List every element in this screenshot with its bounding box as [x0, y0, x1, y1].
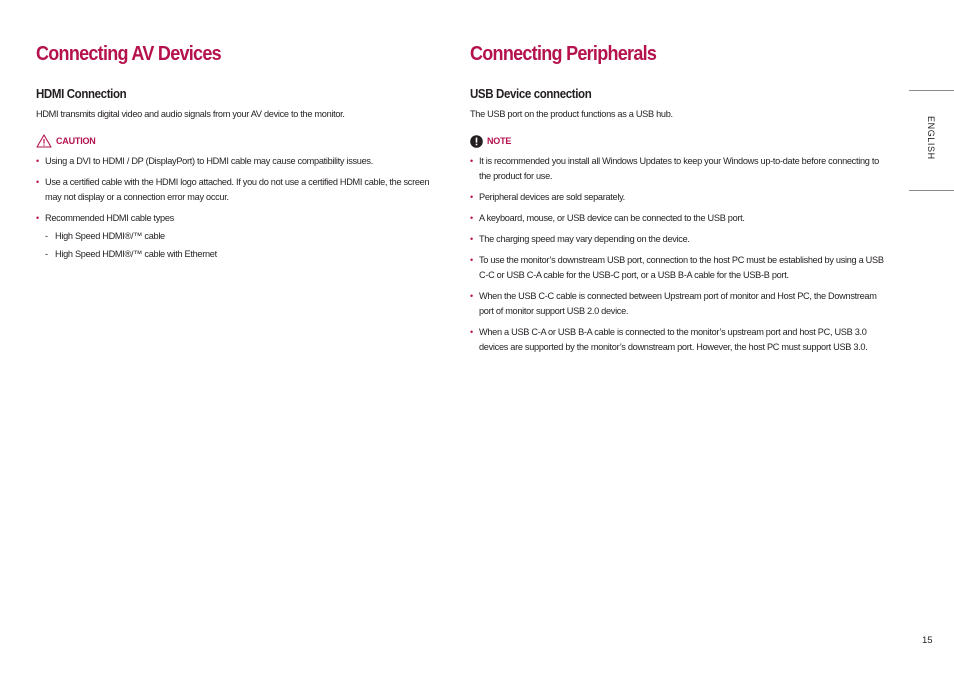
peripherals-section	[470, 40, 890, 361]
list-item: • Using a DVI to HDMI / DP (DisplayPort) to HDMI cable may cause compatibility issues.	[36, 156, 373, 166]
list-item: • When a USB C-A or USB B-A cable is connected to the monitor’s upstream port and host PC, USB 3.0 devices are supported by the monitor’s downstream port. However, the host PC must support USB 3.0.	[470, 327, 868, 352]
page-title-peripherals: Connecting Peripherals	[470, 43, 657, 65]
list-item: • Use a certified cable with the HDMI logo attached. If you do not use a certified HDMI cable, the screen may not display or a connection error may occur.	[36, 177, 430, 202]
sub-list-item: - High Speed HDMI®/™ cable with Ethernet	[45, 249, 217, 259]
list-item: • Recommended HDMI cable types - High Speed HDMI®/™ cable - High Speed HDMI®/™ cable with Ethernet	[36, 211, 446, 262]
note-list	[470, 154, 890, 355]
warning-triangle-icon	[36, 134, 52, 148]
hdmi-connection-heading: HDMI Connection	[36, 87, 127, 101]
list-item: • To use the monitor’s downstream USB port, connection to the host PC must be established by using a USB C-C or USB C-A cable for the USB-C port, or a USB B-A cable for the USB-B port.	[470, 255, 884, 280]
list-item: • It is recommended you install all Windows Updates to keep your Windows up-to-date before connecting to the product for use.	[470, 156, 879, 181]
list-item-text: Use a certified cable with the HDMI logo attached. If you do not use a certified HDMI cable, the screen may not display or a connection error may occur.	[45, 177, 430, 202]
caution-label-text: CAUTION	[56, 136, 96, 146]
list-item-text: A keyboard, mouse, or USB device can be connected to the USB port.	[479, 213, 745, 223]
language-label: ENGLISH	[926, 116, 936, 160]
list-item: • When the USB C-C cable is connected between Upstream port of monitor and Host PC, the Downstream port of monitor support USB 2.0 device.	[470, 291, 877, 316]
caution-label	[36, 134, 446, 148]
list-item: • A keyboard, mouse, or USB device can be connected to the USB port.	[470, 213, 745, 223]
side-tab-bottom-rule	[909, 190, 954, 191]
note-label	[470, 134, 890, 148]
list-item-text: Peripheral devices are sold separately.	[479, 192, 625, 202]
list-item-text: When a USB C-A or USB B-A cable is connected to the monitor’s upstream port and host PC, USB 3.0 devices are supported by the monitor’s downstream port. However, the host PC must support USB 3.0.	[479, 327, 868, 352]
list-item: • Peripheral devices are sold separately.	[470, 192, 625, 202]
list-item: • The charging speed may vary depending on the device.	[470, 234, 690, 244]
list-item-text: It is recommended you install all Windows Updates to keep your Windows up-to-date before connecting to the product for use.	[479, 156, 879, 181]
sub-list-item-text: High Speed HDMI®/™ cable	[55, 231, 165, 241]
hdmi-cable-types-list	[45, 229, 446, 262]
list-item-text: When the USB C-C cable is connected between Upstream port of monitor and Host PC, the Downstream port of monitor support USB 2.0 device.	[479, 291, 877, 316]
usb-connection-heading: USB Device connection	[470, 87, 592, 101]
list-item-text: Using a DVI to HDMI / DP (DisplayPort) to HDMI cable may cause compatibility issues.	[45, 156, 373, 166]
list-item-text: To use the monitor’s downstream USB port, connection to the host PC must be established by using a USB C-C or USB C-A cable for the USB-C port, or a USB B-A cable for the USB-B port.	[479, 255, 884, 280]
sub-list-item: - High Speed HDMI®/™ cable	[45, 231, 165, 241]
list-item-text: Recommended HDMI cable types	[45, 213, 174, 223]
usb-intro-text: The USB port on the product functions as a USB hub.	[470, 109, 673, 119]
exclamation-circle-icon	[470, 135, 483, 148]
caution-list	[36, 154, 446, 262]
side-tab-top-rule	[909, 90, 954, 91]
list-item-text: The charging speed may vary depending on the device.	[479, 234, 690, 244]
note-label-text: NOTE	[487, 136, 512, 146]
av-devices-section	[36, 40, 446, 268]
hdmi-intro-text: HDMI transmits digital video and audio signals from your AV device to the monitor.	[36, 109, 345, 119]
page-number: 15	[922, 635, 933, 646]
sub-list-item-text: High Speed HDMI®/™ cable with Ethernet	[55, 249, 217, 259]
page-title-av-devices: Connecting AV Devices	[36, 43, 221, 65]
